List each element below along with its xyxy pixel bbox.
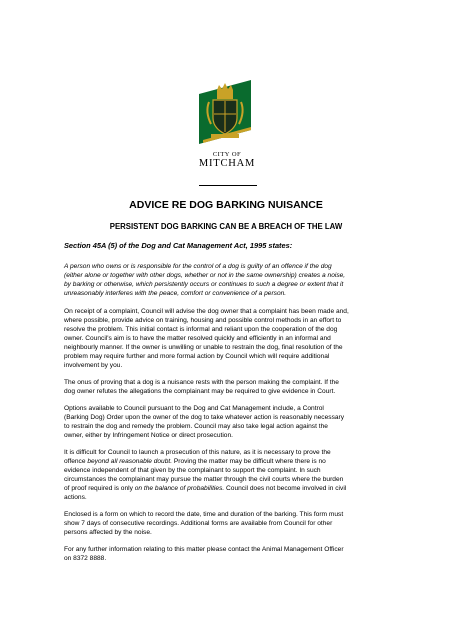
text-line: to restrain the dog and remedy the problem. Council may also take legal action against the	[64, 423, 328, 430]
text-line: problem may require further and more formal action by Council which will require additional	[64, 353, 330, 360]
logo-underline	[199, 185, 257, 186]
council-options-paragraph	[64, 404, 394, 440]
text-line: On receipt of a complaint, Council will advise the dog owner that a complaint has been made and,	[64, 308, 349, 315]
text-line: by barking or otherwise, which persistently occurs or continues to such a degree or extent that it	[64, 281, 344, 288]
text-line: The onus of proving that a dog is a nuisance rests with the person making the complaint. If the	[64, 379, 339, 386]
logo-council-name: MITCHAM	[198, 158, 256, 169]
text-line: unreasonably interferes with the peace, comfort or convenience of a person.	[64, 290, 287, 297]
text-line: offence beyond all reasonable doubt. Proving the matter may be difficult where there is no	[64, 458, 326, 465]
text-line: show 7 days of consecutive recordings. Additional forms are available from Council for other	[64, 520, 333, 527]
text-line: actions.	[64, 494, 87, 501]
text-line: A person who owns or is responsible for the control of a dog is guilty of an offence if the dog	[64, 263, 332, 270]
council-crest-icon	[199, 80, 255, 152]
emphasis-text: beyond all reasonable doubt.	[87, 458, 173, 465]
city-of-mitcham-logo	[199, 80, 255, 188]
text-line: on 8372 8888.	[64, 555, 107, 562]
contact-paragraph	[64, 545, 394, 563]
text-line: involvement by you.	[64, 362, 123, 369]
text-line: resolve the problem. This initial contact is informal and reliant upon the cooperation of the dog	[64, 326, 338, 333]
text-line: circumstances the complainant may pursue the matter through the civil courts where the burden	[64, 476, 344, 483]
prosecution-difficulty-paragraph	[64, 448, 394, 502]
text-line: where possible, provide advice on training, housing and possible control methods in an effort to	[64, 317, 342, 324]
act-quote-paragraph	[64, 262, 394, 298]
text-line: dog owner refutes the allegations the complainant may be required to give evidence in Court.	[64, 388, 336, 395]
text-line: evidence independent of that given by the complainant to support the complaint. In such	[64, 467, 321, 474]
text-line: (Barking Dog) Order upon the owner of the dog to take whatever action is reasonably necessary	[64, 414, 345, 421]
text-line: It is difficult for Council to launch a prosecution of this nature, as it is necessary to prove the	[64, 449, 331, 456]
text-line: For any further information relating to this matter please contact the Animal Management Officer	[64, 546, 344, 553]
logo-city-of-text: CITY OF	[212, 151, 242, 158]
complaint-procedure-paragraph	[64, 307, 394, 370]
text-line: persons affected by the noise.	[64, 529, 152, 536]
enclosed-form-paragraph	[64, 510, 394, 537]
text-line: Enclosed is a form on which to record the date, time and duration of the barking. This form must	[64, 511, 344, 518]
text-line: owner. Council's aim is to have the matter resolved quickly and efficiently in an informal and	[64, 335, 331, 342]
text-line: owner, either by Infringement Notice or direct prosecution.	[64, 432, 233, 439]
document-subtitle: PERSISTENT DOG BARKING CAN BE A BREACH OF THE LAW	[109, 222, 343, 231]
text-line: (either alone or together with other dogs, whether or not in the same ownership) creates a noise,	[64, 272, 346, 279]
text-line: neighbourly manner. If the owner is unwilling or unable to restrain the dog, final resolution of the	[64, 344, 343, 351]
onus-of-proof-paragraph	[64, 378, 394, 396]
emphasis-text: on the balance of probabilities.	[134, 485, 225, 492]
section-heading: Section 45A (5) of the Dog and Cat Management Act, 1995 states:	[64, 241, 293, 250]
text-line: Options available to Council pursuant to the Dog and Cat Management include, a Control	[64, 405, 324, 412]
document-title: ADVICE RE DOG BARKING NUISANCE	[129, 199, 323, 211]
text-line: of proof required is only on the balance of probabilities. Council does not become involved in civil	[64, 485, 347, 492]
